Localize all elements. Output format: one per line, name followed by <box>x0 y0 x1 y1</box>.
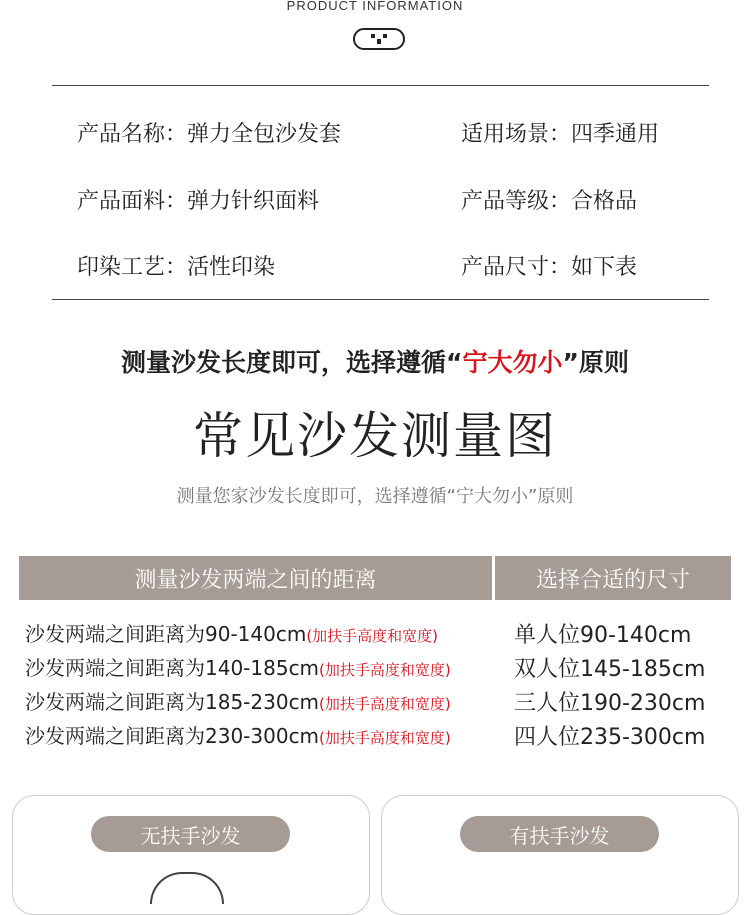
table-row <box>25 686 735 718</box>
row-size: 三人位190-230cm <box>514 691 706 716</box>
chevron-down-icon <box>353 28 405 50</box>
product-name-info: 产品名称：弹力全包沙发套 <box>77 122 342 147</box>
no-armrest-label: 无扶手沙发 <box>91 816 290 852</box>
measure-subtitle: 测量您家沙发长度即可，选择遵循“宁大勿小”原则 <box>176 486 574 507</box>
bottom-divider <box>52 299 709 300</box>
row-size: 四人位235-300cm <box>514 725 706 750</box>
row-distance: 沙发两端之间距离为90-140cm <box>25 622 307 646</box>
row-distance: 沙发两端之间距离为185-230cm <box>25 690 320 714</box>
size-info: 产品尺寸：如下表 <box>461 255 638 280</box>
sizing-principle: 测量沙发长度即可，选择遵循“宁大勿小”原则 <box>121 348 629 377</box>
row-distance: 沙发两端之间距离为140-185cm <box>25 656 320 680</box>
armrest-card <box>381 795 739 915</box>
section-eyebrow: PRODUCT INFORMATION <box>286 0 464 13</box>
distance-column-header: 测量沙发两端之间的距离 <box>19 556 492 600</box>
row-distance: 沙发两端之间距离为230-300cm <box>25 724 320 748</box>
row-note: (加扶手高度和宽度) <box>306 627 439 645</box>
row-note: (加扶手高度和宽度) <box>319 695 451 713</box>
table-row <box>25 618 735 650</box>
usage-season-info: 适用场景：四季通用 <box>461 122 660 147</box>
row-note: (加扶手高度和宽度) <box>319 661 451 679</box>
armrest-label: 有扶手沙发 <box>460 816 659 852</box>
measure-title: 常见沙发测量图 <box>193 407 557 465</box>
size-column-header: 选择合适的尺寸 <box>495 556 731 600</box>
size-table-header <box>19 556 731 600</box>
row-size: 双人位145-185cm <box>514 657 706 682</box>
row-note: (加扶手高度和宽度) <box>319 729 451 747</box>
principle-highlight: 宁大勿小 <box>462 348 563 377</box>
fabric-info: 产品面料：弹力针织面料 <box>77 189 320 214</box>
table-row <box>25 652 735 684</box>
top-divider <box>52 85 709 86</box>
table-row <box>25 720 735 752</box>
dyeing-info: 印染工艺：活性印染 <box>77 255 276 280</box>
grade-info: 产品等级：合格品 <box>461 189 638 214</box>
row-size: 单人位90-140cm <box>514 623 692 648</box>
